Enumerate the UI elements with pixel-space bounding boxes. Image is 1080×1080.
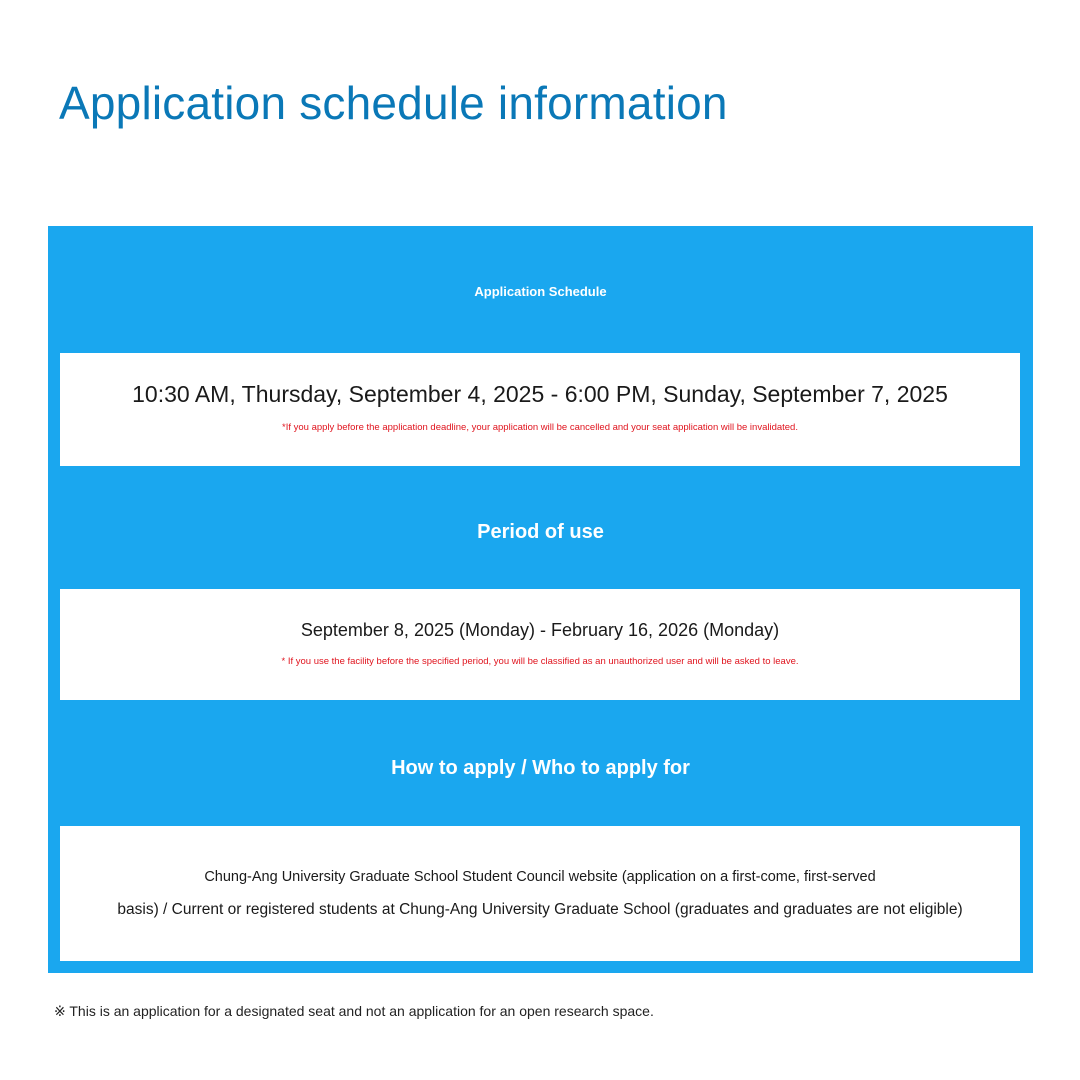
period-of-use-note: * If you use the facility before the specified period, you will be classified as an unauthorized user and will be asked to leave.	[281, 656, 799, 667]
how-to-apply-line-1: Chung-Ang University Graduate School Student Council website (application on a first-come, first-served	[204, 869, 876, 885]
footnote: ※ This is an application for a designated seat and not an application for an open research space.	[54, 1003, 654, 1019]
how-to-apply-header: How to apply / Who to apply for	[391, 757, 690, 779]
application-schedule-header: Application Schedule	[474, 284, 607, 299]
schedule-table	[48, 226, 1033, 973]
how-to-apply-body	[60, 826, 1020, 961]
application-schedule-body	[60, 353, 1020, 466]
period-of-use-body	[60, 589, 1020, 700]
page-title: Application schedule information	[59, 77, 728, 129]
application-schedule-dates: 10:30 AM, Thursday, September 4, 2025 - 6:00 PM, Sunday, September 7, 2025	[132, 381, 948, 407]
how-to-apply-line-2: basis) / Current or registered students at Chung-Ang University Graduate School (graduates and graduates are not eligible)	[117, 901, 963, 918]
application-schedule-note: *If you apply before the application deadline, your application will be cancelled and your seat application will be invalidated.	[282, 422, 798, 433]
period-of-use-dates: September 8, 2025 (Monday) - February 16, 2026 (Monday)	[300, 620, 780, 640]
period-of-use-header: Period of use	[477, 521, 604, 543]
